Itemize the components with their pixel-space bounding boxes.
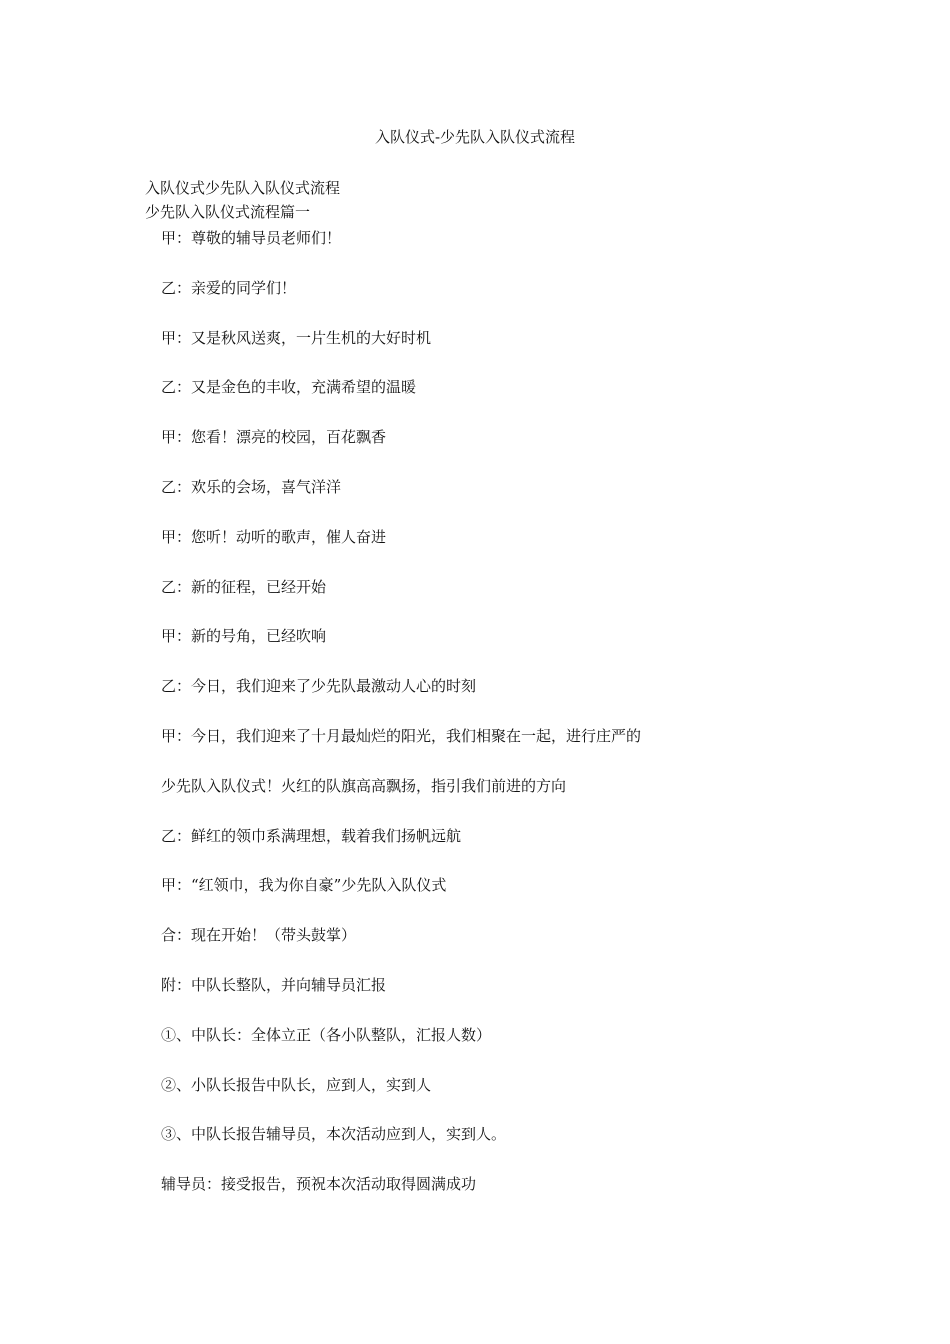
script-line: 乙：鲜红的领巾系满理想，载着我们扬帆远航 xyxy=(161,826,462,845)
document-title: 入队仪式-少先队入队仪式流程 xyxy=(374,128,576,146)
script-line: 甲：您看！漂亮的校园，百花飘香 xyxy=(161,428,387,447)
script-line: 乙：欢乐的会场，喜气洋洋 xyxy=(161,477,342,496)
script-line: 甲：又是秋风送爽，一片生机的大好时机 xyxy=(161,328,432,347)
script-line: 乙：又是金色的丰收，充满希望的温暖 xyxy=(161,378,417,397)
script-line: 甲：“红领巾，我为你自豪”少先队入队仪式 xyxy=(161,876,447,895)
script-line: 附：中队长整队，并向辅导员汇报 xyxy=(161,975,387,994)
script-line: ②、小队长报告中队长，应到人，实到人 xyxy=(161,1075,432,1094)
script-line: 少先队入队仪式！火红的队旗高高飘扬，指引我们前进的方向 xyxy=(161,776,567,795)
script-line: 乙：今日，我们迎来了少先队最激动人心的时刻 xyxy=(161,677,477,696)
script-line: 乙：亲爱的同学们！ xyxy=(161,278,297,297)
heading-line: 入队仪式少先队入队仪式流程 xyxy=(145,179,341,197)
script-line: 合：现在开始！（带头鼓掌） xyxy=(161,926,357,945)
script-line: 甲：新的号角，已经吹响 xyxy=(161,627,327,646)
script-line: 甲：您听！动听的歌声，催人奋进 xyxy=(161,527,387,546)
script-line: 甲：今日，我们迎来了十月最灿烂的阳光，我们相聚在一起，进行庄严的 xyxy=(161,726,642,745)
script-line: 辅导员：接受报告，预祝本次活动取得圆满成功 xyxy=(161,1175,477,1194)
script-line: 甲：尊敬的辅导员老师们！ xyxy=(161,229,342,247)
script-lines xyxy=(161,228,641,1224)
script-line: ③、中队长报告辅导员，本次活动应到人，实到人。 xyxy=(161,1125,507,1144)
script-line: ①、中队长：全体立正（各小队整队，汇报人数） xyxy=(161,1025,492,1044)
heading-line: 少先队入队仪式流程篇一 xyxy=(145,203,311,221)
script-line: 乙：新的征程，已经开始 xyxy=(161,577,327,596)
